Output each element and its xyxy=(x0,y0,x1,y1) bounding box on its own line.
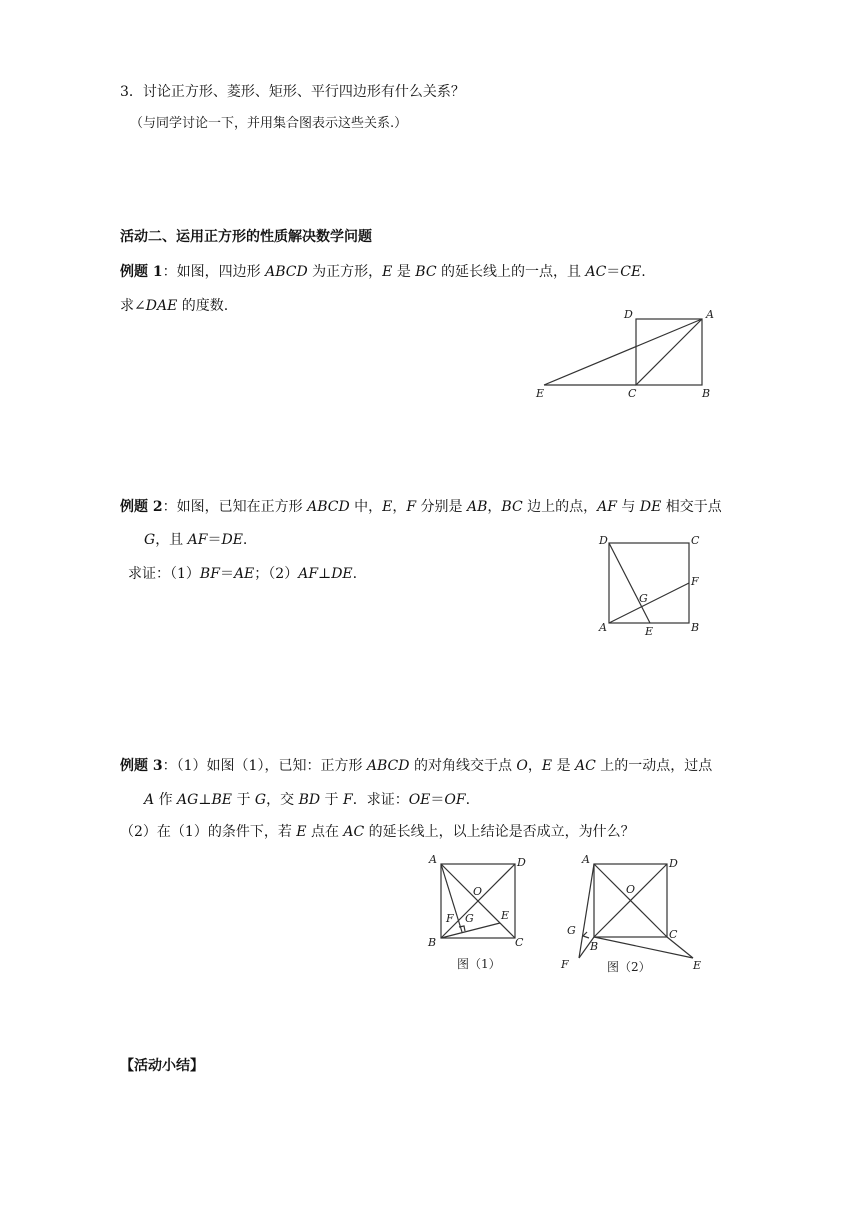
text-span: 点在 xyxy=(306,824,344,840)
label-e: E xyxy=(693,959,702,972)
example-3-line-2 xyxy=(144,790,470,810)
segment-be xyxy=(594,937,693,958)
text-span: . xyxy=(641,264,646,280)
text-span: ＝ xyxy=(430,792,445,808)
text-span: ：（1）如图（1），已知：正方形 xyxy=(162,758,367,774)
text-span: 相交于点 xyxy=(661,499,722,515)
var-span: G xyxy=(254,792,267,808)
var-span: E xyxy=(296,824,307,840)
var-span: AB xyxy=(467,499,488,515)
text-span: 中， xyxy=(349,499,383,515)
var-span: BE xyxy=(211,792,233,808)
text-span: ⊥ xyxy=(318,566,332,582)
segment-af xyxy=(609,583,689,623)
var-span: AF xyxy=(187,532,208,548)
segment-ea xyxy=(544,319,702,385)
label-d: D xyxy=(624,308,633,321)
text-span: ， xyxy=(487,499,502,515)
var-span: ABCD xyxy=(307,499,350,515)
var-span: AE xyxy=(233,566,255,582)
var-span: G xyxy=(144,532,156,548)
text-span: 与 xyxy=(616,499,640,515)
example-2-line-1 xyxy=(120,497,722,517)
var-span: BC xyxy=(501,499,523,515)
text-span: 上的一动点，过点 xyxy=(595,758,713,774)
example-2-figure xyxy=(595,535,715,640)
var-span: A xyxy=(144,792,155,808)
label-d: D xyxy=(517,856,526,869)
example-3-line-1 xyxy=(120,756,712,776)
var-span: DE xyxy=(221,532,243,548)
var-span: E xyxy=(382,264,393,280)
example-1-figure xyxy=(530,305,730,400)
label-c: C xyxy=(515,936,524,949)
text-span: ＝ xyxy=(207,532,222,548)
question-3-text: 3．讨论正方形、菱形、矩形、平行四边形有什么关系？ xyxy=(120,84,465,100)
label-b: B xyxy=(428,936,437,949)
text-span: 的延长线上，以上结论是否成立，为什么？ xyxy=(364,824,635,840)
label-b: B xyxy=(702,387,711,400)
text-span: 的度数. xyxy=(177,298,229,314)
var-span: AC xyxy=(575,758,596,774)
text-span: ＝ xyxy=(219,566,234,582)
label-a: A xyxy=(599,621,607,634)
label-e: E xyxy=(536,387,545,400)
text-span: 的对角线交于点 xyxy=(409,758,517,774)
text-span: 的延长线上的一点，且 xyxy=(436,264,586,280)
example-1-line-1 xyxy=(120,262,646,282)
var-span: DE xyxy=(639,499,662,515)
var-span: F xyxy=(406,499,417,515)
label-d: D xyxy=(599,534,608,547)
text-span: ＝ xyxy=(606,264,621,280)
activity-2-heading: 活动二、运用正方形的性质解决数学问题 xyxy=(120,229,372,245)
text-span: . xyxy=(465,792,471,808)
text-span: ；（2） xyxy=(254,566,299,582)
label-o: O xyxy=(473,885,483,898)
text-span: 求∠ xyxy=(120,298,146,314)
example-2-label: 例题 2 xyxy=(120,499,163,515)
label-a: A xyxy=(582,853,590,866)
var-span: BF xyxy=(199,566,220,582)
text-span: 求证：（1） xyxy=(128,566,200,582)
text-span: 是 xyxy=(552,758,576,774)
var-span: ABCD xyxy=(366,758,410,774)
var-span: AG xyxy=(177,792,199,808)
var-span: BD xyxy=(298,792,321,808)
label-o: O xyxy=(626,883,636,896)
var-span: DAE xyxy=(145,298,178,314)
text-span: 于 xyxy=(232,792,255,808)
var-span: E xyxy=(382,499,393,515)
text-span: 是 xyxy=(392,264,416,280)
var-span: OF xyxy=(444,792,466,808)
diagonal-ac xyxy=(636,319,702,385)
var-span: CE xyxy=(620,264,642,280)
text-span: ， xyxy=(527,758,542,774)
example-3-figure-1 xyxy=(425,850,545,975)
label-b: B xyxy=(590,940,599,953)
label-a: A xyxy=(706,308,714,321)
var-span: F xyxy=(342,792,353,808)
label-f: F xyxy=(691,575,699,588)
label-e: E xyxy=(501,909,510,922)
example-3-figure-2 xyxy=(555,850,715,980)
text-span: ．求证： xyxy=(352,792,409,808)
var-span: O xyxy=(516,758,528,774)
label-g: G xyxy=(639,592,648,605)
var-span: E xyxy=(541,758,553,774)
figure-2-caption: 图（2） xyxy=(607,960,651,974)
label-g: G xyxy=(567,924,576,937)
label-b: B xyxy=(691,621,700,634)
label-c: C xyxy=(628,387,637,400)
text-span: . xyxy=(352,566,358,582)
var-span: ABCD xyxy=(265,264,308,280)
segment-de xyxy=(609,543,650,623)
text-span: 边上的点， xyxy=(522,499,598,515)
text-span: ⊥ xyxy=(198,792,212,808)
text-span: 作 xyxy=(154,792,178,808)
text-span: 于 xyxy=(320,792,343,808)
label-c: C xyxy=(669,928,678,941)
right-angle-mark xyxy=(583,932,589,938)
text-span: ， xyxy=(392,499,407,515)
var-span: DE xyxy=(331,566,353,582)
var-span: AF xyxy=(597,499,617,515)
text-span: （2）在（1）的条件下，若 xyxy=(120,824,297,840)
example-2-line-3 xyxy=(128,564,357,584)
label-g: G xyxy=(465,912,474,925)
text-span: 为正方形， xyxy=(307,264,383,280)
text-span: . xyxy=(242,532,248,548)
segment-be xyxy=(441,923,500,938)
figure-1-caption: 图（1） xyxy=(457,957,501,971)
example-3-line-3 xyxy=(120,822,635,842)
label-c: C xyxy=(691,534,700,547)
var-span: BC xyxy=(415,264,437,280)
text-span: ，且 xyxy=(155,532,188,548)
question-3-hint: （与同学讨论一下，并用集合图表示这些关系.） xyxy=(130,116,408,131)
text-span: ：如图，四边形 xyxy=(162,264,266,280)
label-a: A xyxy=(429,853,437,866)
label-d: D xyxy=(669,857,678,870)
var-span: AC xyxy=(343,824,365,840)
label-f: F xyxy=(446,912,454,925)
label-f: F xyxy=(561,958,569,971)
var-span: OE xyxy=(408,792,431,808)
var-span: AF xyxy=(298,566,319,582)
activity-summary-heading: 【活动小结】 xyxy=(120,1058,204,1074)
var-span: AC xyxy=(585,264,607,280)
label-e: E xyxy=(645,625,654,638)
example-2-line-2 xyxy=(144,530,247,550)
example-1-label: 例题 1 xyxy=(120,264,163,280)
example-1-line-2 xyxy=(120,296,228,316)
text-span: ，交 xyxy=(266,792,299,808)
text-span: 分别是 xyxy=(416,499,467,515)
square-abcd xyxy=(609,543,689,623)
text-span: ：如图，已知在正方形 xyxy=(162,499,308,515)
example-3-label: 例题 3 xyxy=(120,758,163,774)
